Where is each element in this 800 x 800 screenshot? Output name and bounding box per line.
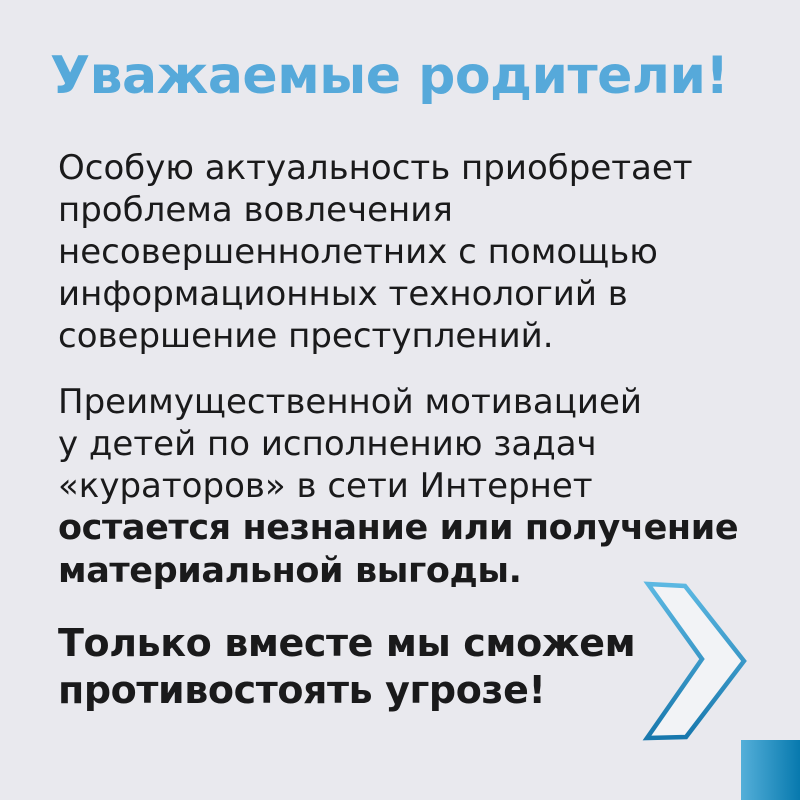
text-line: Преимущественной мотивацией xyxy=(58,382,642,422)
text-line: Особую актуальность приобретает xyxy=(58,148,693,188)
paragraph-2 xyxy=(58,381,738,593)
text-line: проблема вовлечения xyxy=(58,190,453,230)
text-line-emphasis: материальной выгоды. xyxy=(58,551,522,591)
corner-accent-square xyxy=(741,740,800,800)
text-line: информационных технологий в xyxy=(58,274,628,314)
page-title: Уважаемые родители! xyxy=(50,46,729,106)
text-line: совершение преступлений. xyxy=(58,316,554,356)
text-line-emphasis: остается незнание или получение xyxy=(58,508,739,548)
text-line-emphasis: противостоять угрозе! xyxy=(58,668,546,712)
chevron-right-icon xyxy=(640,575,752,745)
text-line: у детей по исполнению задач xyxy=(58,424,597,464)
paragraph-3-callout xyxy=(58,620,635,714)
text-line-emphasis: Только вместе мы сможем xyxy=(58,621,636,665)
paragraph-1 xyxy=(58,147,693,357)
text-line: несовершеннолетних с помощью xyxy=(58,232,658,272)
text-line: «кураторов» в сети Интернет xyxy=(58,466,593,506)
